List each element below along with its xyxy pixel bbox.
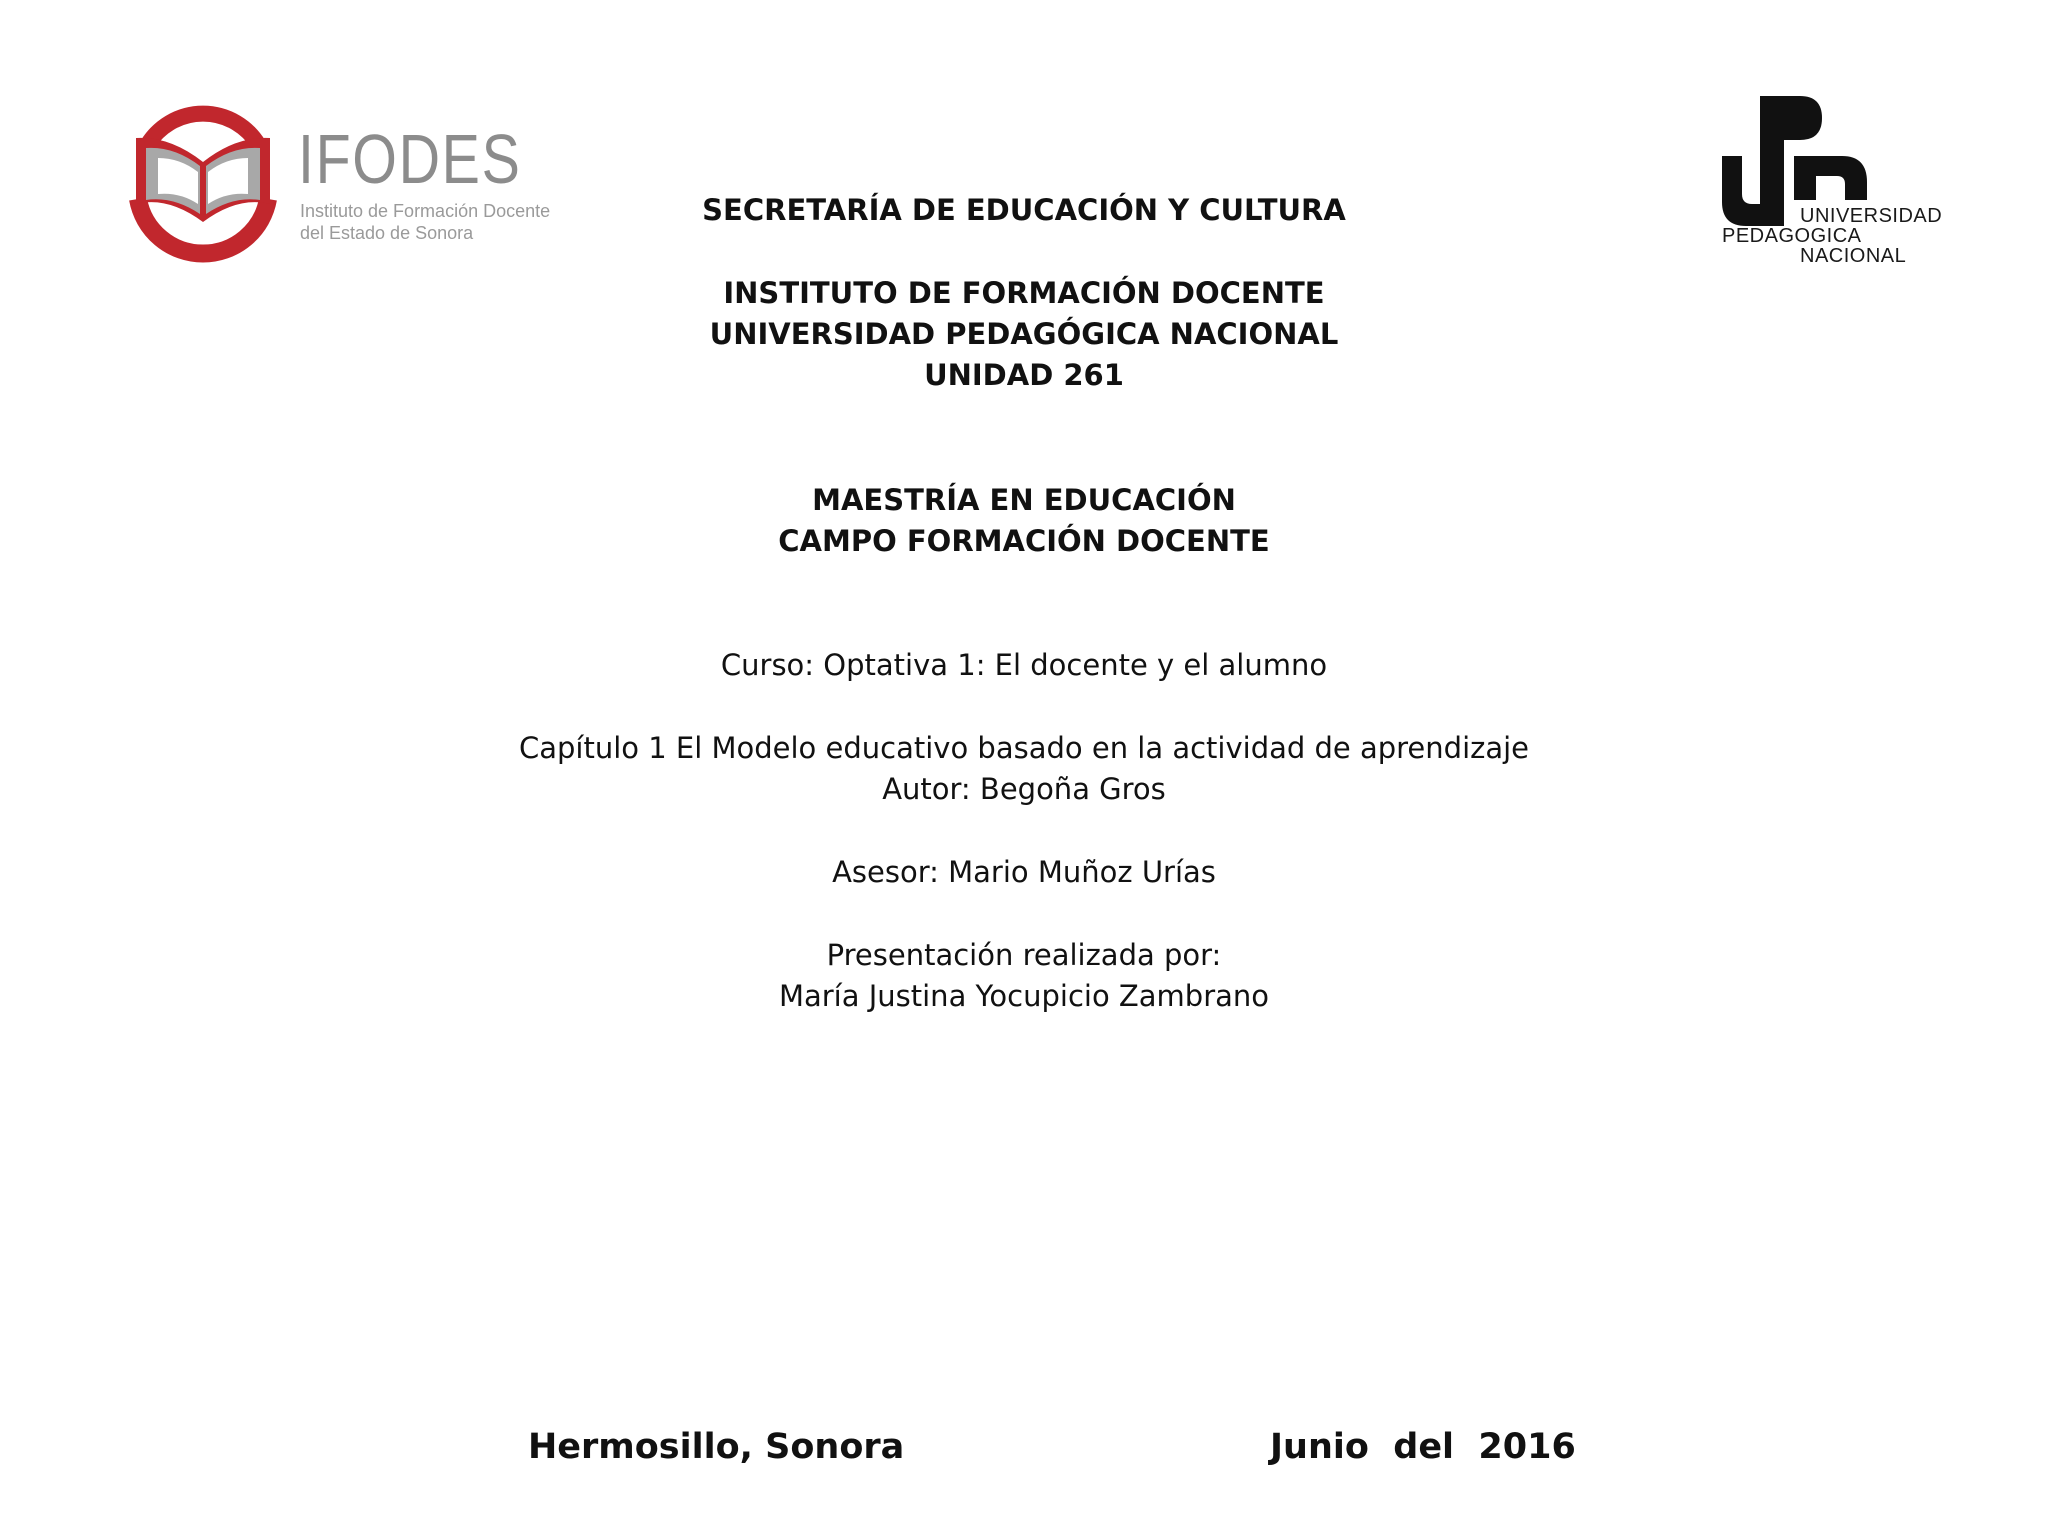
unidad-heading: UNIDAD 261 — [924, 358, 1124, 392]
universidad-heading: UNIVERSIDAD PEDAGÓGICA NACIONAL — [709, 317, 1339, 351]
autor-text: Autor: Begoña Gros — [882, 772, 1166, 806]
upn-logo — [1722, 96, 1962, 276]
maestria-heading: MAESTRÍA EN EDUCACIÓN — [812, 483, 1236, 517]
ifodes-logo — [128, 104, 568, 264]
asesor-text: Asesor: Mario Muñoz Urías — [832, 855, 1216, 889]
curso-text: Curso: Optativa 1: El docente y el alumno — [720, 648, 1328, 682]
footer-fecha: Junio del 2016 — [1270, 1427, 1576, 1467]
upn-label-nacional: NACIONAL — [1800, 245, 1907, 267]
upn-label-pedagogica: PEDAGOGICA — [1722, 225, 1862, 247]
ifodes-wordmark: IFODES — [298, 120, 522, 198]
presentacion-nombre: María Justina Yocupicio Zambrano — [778, 979, 1270, 1013]
campo-heading: CAMPO FORMACIÓN DOCENTE — [778, 524, 1270, 558]
capitulo-text: Capítulo 1 El Modelo educativo basado en la actividad de aprendizaje — [518, 731, 1530, 765]
upn-label-universidad: UNIVERSIDAD — [1800, 205, 1943, 227]
ifodes-subtitle-line1: Instituto de Formación Docente — [300, 201, 551, 221]
presentacion-label: Presentación realizada por: — [826, 938, 1222, 972]
open-book-emblem-icon — [128, 104, 278, 264]
ifodes-subtitle-line2: del Estado de Sonora — [300, 223, 474, 243]
secretaria-heading: SECRETARÍA DE EDUCACIÓN Y CULTURA — [702, 193, 1346, 227]
instituto-heading: INSTITUTO DE FORMACIÓN DOCENTE — [723, 276, 1325, 310]
footer-lugar: Hermosillo, Sonora — [528, 1427, 905, 1467]
